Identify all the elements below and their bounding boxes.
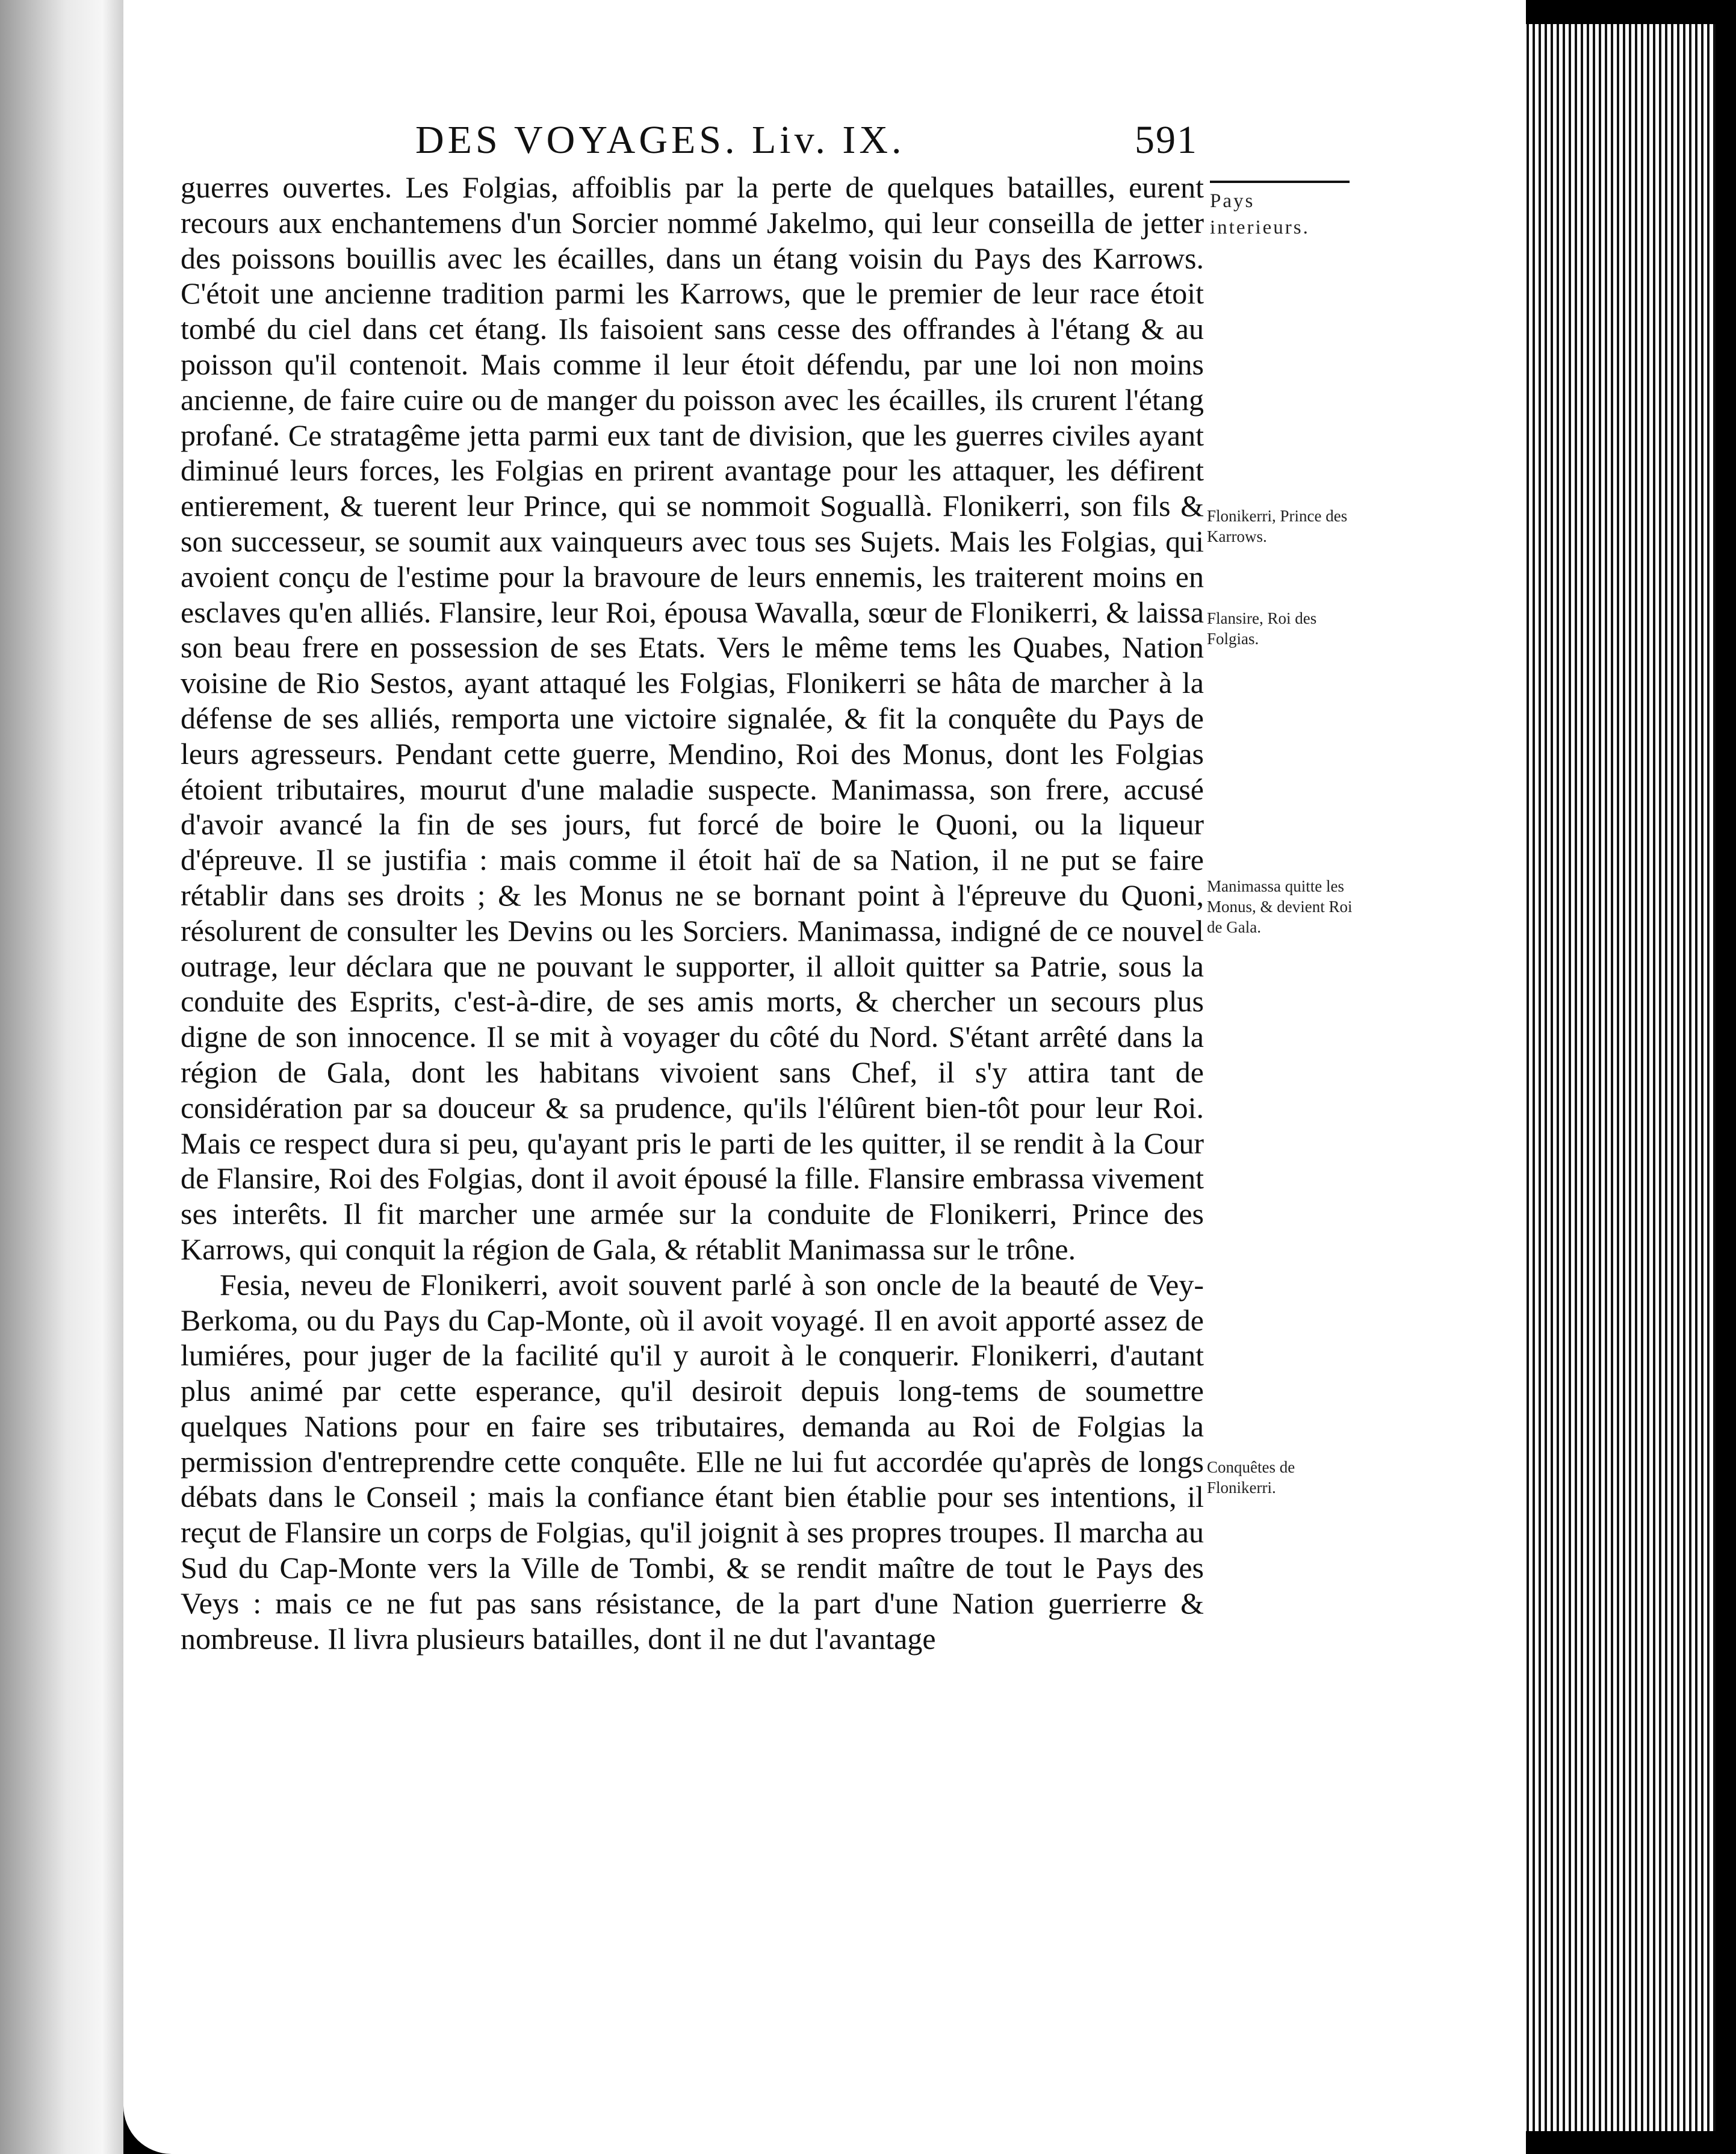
margin-note-section-heading: Pays interieurs. bbox=[1210, 181, 1350, 241]
page-number: 591 bbox=[1135, 118, 1198, 162]
page-header bbox=[415, 117, 1198, 166]
margin-note: Manimassa quitte les Monus, & devient Roi de Gala. bbox=[1207, 877, 1353, 936]
book-page-edges bbox=[1517, 24, 1716, 2131]
margin-note: Conquêtes de Flonikerri. bbox=[1207, 1458, 1295, 1497]
paragraph: Fesia, neveu de Flonikerri, avoit souvent parlé à son oncle de la beauté de Vey-Berkoma, ou du Pays du Cap-Monte, où il avoit voyagé. Il en avoit apporté assez de lumiéres, pour juger de la facilité qu'il y auroit à le conquerir. Flonikerri, d'autant plus animé par cette esperance, qu'il desiroit depuis long-tems de soumettre quelques Nations pour en faire ses tributaires, demanda au Roi de Folgias la permission d'entreprendre cette conquête. Elle ne lui fut accordée qu'après de longs débats dans le Conseil ; mais la confiance étant bien établie pour ses intentions, il reçut de Flansire un corps de Folgias, qu'il joignit à ses propres troupes. Il marcha au Sud du Cap-Monte vers la Ville de Tombi, & se rendit maître de tout le Pays des Veys : mais ce ne fut pas sans résistance, de la part d'une Nation guerrierre & nombreuse. Il livra plusieurs batailles, dont il ne dut l'avantage bbox=[181, 1267, 1204, 1656]
paragraph: guerres ouvertes. Les Folgias, affoiblis par la perte de quelques batailles, eurent recours aux enchantemens d'un Sorcier nommé Jakelmo, qui leur conseilla de jetter des poissons bouillis avec les écailles, dans un étang voisin du Pays des Karrows. C'étoit une ancienne tradition parmi les Karrows, que le premier de leur race étoit tombé du ciel dans cet étang. Ils faisoient sans cesse des offrandes à l'étang & au poisson qu'il contenoit. Mais comme il leur étoit défendu, par une loi non moins ancienne, de faire cuire ou de manger du poisson avec les écailles, ils crurent l'étang profané. Ce stratagême jetta parmi eux tant de division, que les guerres civiles ayant diminué leurs forces, les Folgias en prirent avantage pour les attaquer, les défirent entierement, & tuerent leur Prince, qui se nommoit Soguallà. Flonikerri, son fils & son successeur, se soumit aux vainqueurs avec tous ses Sujets. Mais les Folgias, qui avoient conçu de l'estime pour la bravoure de leurs ennemis, les traiterent moins en esclaves qu'en alliés. Flansire, leur Roi, épousa Wavalla, sœur de Flonikerri, & laissa son beau frere en possession de ses Etats. Vers le même tems les Quabes, Nation voisine de Rio Sestos, ayant attaqué les Folgias, Flonikerri se hâta de marcher à la défense de ses alliés, remporta une victoire signalée, & fit la conquête du Pays de leurs agresseurs. Pendant cette guerre, Mendino, Roi des Monus, dont les Folgias étoient tributaires, mourut d'une maladie suspecte. Manimassa, son frere, accusé d'avoir avancé la fin de ses jours, fut forcé de boire le Quoni, ou la liqueur d'épreuve. Il se justifia : mais comme il étoit haï de sa Nation, il ne put se faire rétablir dans ses droits ; & les Monus ne se bornant point à l'épreuve du Quoni, résolurent de consulter les Devins ou les Sorciers. Manimassa, indigné de ce nouvel outrage, leur déclara que ne pouvant le supporter, il alloit quitter sa Patrie, sous la conduite des Esprits, c'est-à-dire, de ses amis morts, & chercher un secours plus digne de son innocence. Il se mit à voyager du côté du Nord. S'étant arrêté dans la région de Gala, dont les habitans vivoient sans Chef, il s'y attira tant de considération par sa douceur & sa prudence, qu'ils l'élûrent bien-tôt pour leur Roi. Mais ce respect dura si peu, qu'ayant pris le parti de les quitter, il se rendit à la Cour de Flansire, Roi des Folgias, dont il avoit épousé la fille. Flansire embrassa vivement ses interêts. Il fit marcher une armée sur la conduite de Flonikerri, Prince des Karrows, qui conquit la région de Gala, & rétablit Manimassa sur le trône. bbox=[181, 170, 1204, 1266]
running-title: DES VOYAGES. Liv. IX. bbox=[415, 118, 905, 162]
body-text bbox=[181, 170, 1204, 1759]
margin-note: Flansire, Roi des Folgias. bbox=[1207, 609, 1317, 648]
facing-page-edge bbox=[0, 0, 123, 2154]
margin-note: Flonikerri, Prince des Karrows. bbox=[1207, 507, 1348, 545]
